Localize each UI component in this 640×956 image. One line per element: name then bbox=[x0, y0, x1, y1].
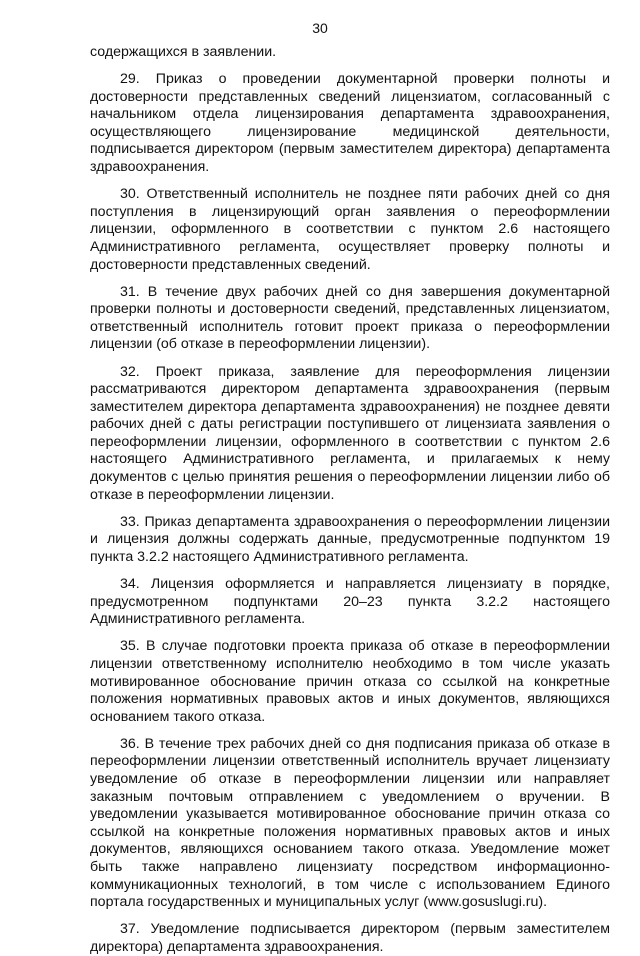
document-body bbox=[90, 44, 610, 956]
paragraph-37: 37. Уведомление подписывается директором (первым заместителем директора) департамента здравоохранения. bbox=[90, 921, 610, 955]
paragraph-36: 36. В течение трех рабочих дней со дня подписания приказа об отказе в переоформлении лицензии ответственный исполнитель вручает лицензиату уведомление об отказе в переоформлении лицензии или направляет заказным почтовым отправлением с уведомлением о вручении. В уведомлении указывается мотивированное обоснование причин отказа со ссылкой на конкретные положения нормативных правовых актов и иных документов, являющихся основанием такого отказа. Уведомление может быть также направлено лицензиату посредством информационно-коммуникационных технологий, в том числе с использованием Единого портала государственных и муниципальных услуг (www.gosuslugi.ru). bbox=[90, 735, 610, 911]
paragraph-31: 31. В течение двух рабочих дней со дня завершения документарной проверки полноты и достоверности сведений, представленных лицензиатом, ответственный исполнитель готовит проект приказа о переоформлении лицензии (об отказе в переоформлении лицензии). bbox=[90, 283, 610, 353]
paragraph-33: 33. Приказ департамента здравоохранения о переоформлении лицензии и лицензия должны содержать данные, предусмотренные подпунктом 19 пункта 3.2.2 настоящего Административного регламента. bbox=[90, 513, 610, 565]
paragraph-30: 30. Ответственный исполнитель не позднее пяти рабочих дней со дня поступления в лицензирующий орган заявления о переоформлении лицензии, оформленного в соответствии с пунктом 2.6 настоящего Административного регламента, осуществляет проверку полноты и достоверности представленных сведений. bbox=[90, 186, 610, 273]
paragraph-32: 32. Проект приказа, заявление для переоформления лицензии рассматриваются директором департамента здравоохранения (первым заместителем директора департамента здравоохранения) не позднее девяти рабочих дней с даты регистрации поступившего от лицензиата заявления о переоформлении лицензии, оформленного в соответствии с пунктом 2.6 настоящего Административного регламента, и прилагаемых к нему документов с целью принятия решения о переоформлении лицензии либо об отказе в переоформлении лицензии. bbox=[90, 363, 610, 503]
paragraph-29: 29. Приказ о проведении документарной проверки полноты и достоверности представленных сведений лицензиатом, согласованный с начальником отдела лицензирования департамента здравоохранения, осуществляющего лицензирование медицинской деятельности, подписывается директором (первым заместителем директора) департамента здравоохранения. bbox=[90, 71, 610, 176]
page-number: 30 bbox=[312, 20, 328, 36]
paragraph-35: 35. В случае подготовки проекта приказа об отказе в переоформлении лицензии ответственному исполнителю необходимо в том числе указать мотивированное обоснование причин отказа со ссылкой на конкретные положения нормативных правовых актов и иных документов, являющихся основанием такого отказа. bbox=[90, 638, 610, 725]
paragraph-34: 34. Лицензия оформляется и направляется лицензиату в порядке, предусмотренном подпунктами 20–23 пункта 3.2.2 настоящего Административного регламента. bbox=[90, 576, 610, 628]
paragraph-continuation: содержащихся в заявлении. bbox=[90, 44, 277, 60]
